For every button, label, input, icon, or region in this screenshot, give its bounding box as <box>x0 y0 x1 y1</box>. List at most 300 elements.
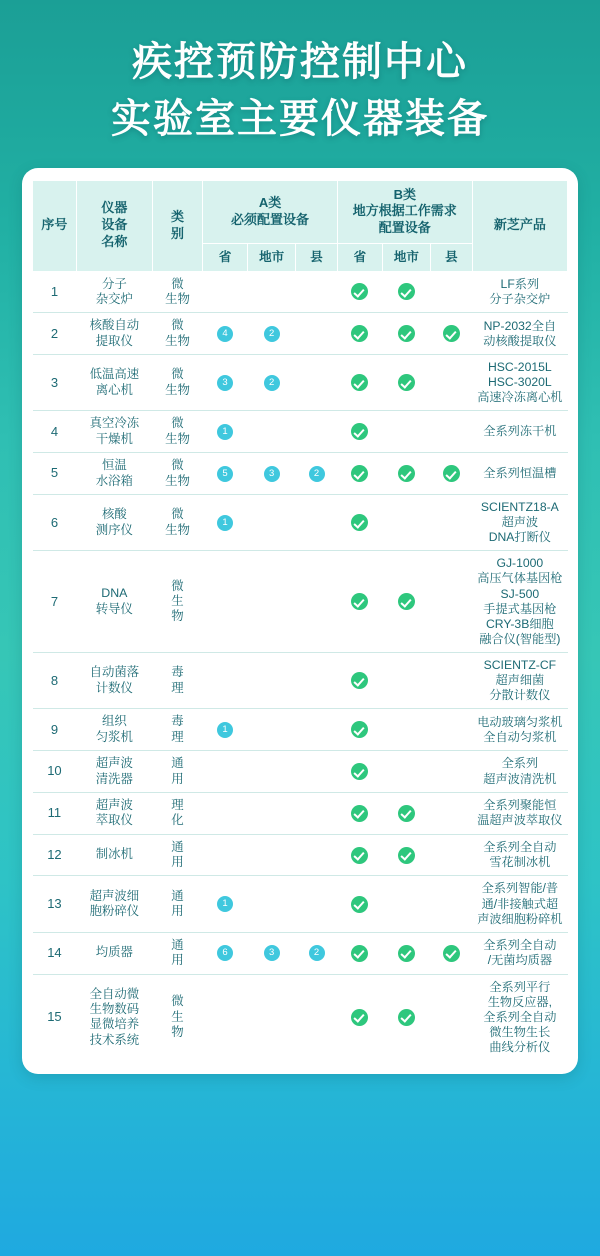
row-index: 7 <box>33 551 77 653</box>
table-row <box>33 653 568 709</box>
category-line: 用 <box>171 904 184 919</box>
category-line: 理 <box>171 797 184 812</box>
cell-b-city <box>382 453 430 495</box>
cell-b-county <box>430 876 472 932</box>
row-equipment-name <box>76 313 152 355</box>
check-icon <box>351 593 368 610</box>
row-category <box>152 876 202 932</box>
category-line: 生物 <box>165 522 190 537</box>
table-row <box>33 355 568 411</box>
row-category <box>152 453 202 495</box>
equipment-name-line: 显微培养 <box>89 1017 140 1032</box>
count-badge: 1 <box>217 424 233 440</box>
equipment-name-line: 提取仪 <box>95 333 133 348</box>
product-line: HSC-3020L <box>488 375 552 390</box>
check-icon <box>398 283 415 300</box>
row-equipment-name <box>76 792 152 834</box>
category-line: 微 <box>171 458 184 473</box>
header-group-b <box>337 180 472 244</box>
table-row <box>33 974 568 1060</box>
cell-a-city <box>248 876 296 932</box>
header-group-b-line-3: 配置设备 <box>378 220 431 236</box>
equipment-name-line: DNA <box>101 586 128 601</box>
row-product <box>472 709 567 751</box>
cell-a-province <box>203 411 248 453</box>
header-product: 新芝产品 <box>472 180 567 271</box>
table-row <box>33 709 568 751</box>
table-row <box>33 453 568 495</box>
count-badge: 2 <box>264 326 280 342</box>
row-index: 15 <box>47 1009 62 1025</box>
category-line: 用 <box>171 771 184 786</box>
check-icon <box>398 465 415 482</box>
cell-b-province <box>337 932 382 974</box>
row-category <box>152 792 202 834</box>
product-line: HSC-2015L <box>488 360 552 375</box>
check-icon <box>351 847 368 864</box>
equipment-name-line: 干燥机 <box>95 431 133 446</box>
equipment-name-line: 技术系统 <box>89 1032 140 1047</box>
cell-a-city <box>248 792 296 834</box>
product-line: 雪花制冰机 <box>489 855 551 870</box>
cell-a-county <box>296 932 338 974</box>
product-line: 全系列智能/普 <box>481 881 559 896</box>
equipment-name-line: 低温高速 <box>89 367 140 382</box>
product-line: SCIENTZ-CF <box>483 658 557 673</box>
row-product <box>472 792 567 834</box>
row-category <box>152 653 202 709</box>
product-line: 融合仪(智能型) <box>479 631 561 646</box>
cell-a-city <box>248 974 296 1060</box>
row-product <box>472 834 567 876</box>
equipment-table-card <box>22 168 578 1075</box>
row-equipment-name <box>76 494 152 550</box>
header-index: 序号 <box>33 180 77 271</box>
equipment-name-line: 计数仪 <box>95 680 133 695</box>
product-line: 超声波 <box>501 515 539 530</box>
cell-a-county <box>296 876 338 932</box>
category-line: 毒 <box>171 714 184 729</box>
count-badge: 1 <box>217 722 233 738</box>
category-line: 物 <box>171 609 184 624</box>
product-line: 高速冷冻离心机 <box>477 390 563 405</box>
category-line: 通 <box>171 888 184 903</box>
equipment-name-line: 离心机 <box>95 382 133 397</box>
count-badge: 4 <box>217 326 233 342</box>
row-equipment-name <box>76 411 152 453</box>
check-icon <box>351 896 368 913</box>
cell-a-city <box>248 751 296 793</box>
row-index: 11 <box>33 792 77 834</box>
product-line: 生物反应器, <box>487 994 553 1009</box>
category-line: 微 <box>171 367 184 382</box>
equipment-name-line: 制冰机 <box>95 847 133 862</box>
equipment-name-line: 核酸自动 <box>89 318 140 333</box>
cell-b-city <box>382 313 430 355</box>
equipment-name-line: 全自动微 <box>89 986 140 1001</box>
cell-a-county <box>296 653 338 709</box>
header-name-line-1: 仪器 <box>101 200 128 216</box>
header-name-line-2: 设备 <box>101 217 128 233</box>
category-line: 微 <box>171 994 184 1009</box>
cell-a-province <box>203 751 248 793</box>
check-icon <box>351 945 368 962</box>
cell-a-county <box>296 551 338 653</box>
cell-b-province <box>337 271 382 313</box>
equipment-name-line: 超声波细 <box>89 888 140 903</box>
count-badge: 2 <box>309 945 325 961</box>
check-icon <box>351 763 368 780</box>
cell-b-city <box>382 792 430 834</box>
cell-b-city <box>382 355 430 411</box>
check-icon <box>351 805 368 822</box>
equipment-name-line: 恒温 <box>101 458 127 473</box>
product-line: DNA打断仪 <box>488 530 551 545</box>
row-category <box>152 313 202 355</box>
category-line: 微 <box>171 318 184 333</box>
product-line: 全自动匀浆机 <box>483 729 557 744</box>
cell-b-county <box>430 313 472 355</box>
product-line: 全系列 <box>501 756 539 771</box>
title-line-1: 疾控预防控制中心 <box>132 40 468 84</box>
header-a-province: 省 <box>203 244 248 271</box>
category-line: 理 <box>171 680 184 695</box>
cell-b-county <box>430 355 472 411</box>
cell-b-county <box>430 792 472 834</box>
row-product <box>472 551 567 653</box>
table-header <box>33 180 568 271</box>
cell-b-city <box>382 271 430 313</box>
product-line: 全系列全自动 <box>483 938 557 953</box>
cell-a-city <box>248 709 296 751</box>
product-line: /无菌均质器 <box>487 953 553 968</box>
category-line: 用 <box>171 953 184 968</box>
row-index: 2 <box>33 313 77 355</box>
category-line: 生物 <box>165 333 190 348</box>
cell-b-province <box>337 313 382 355</box>
cell-b-city <box>382 751 430 793</box>
product-line: LF系列 <box>500 276 540 291</box>
header-a-city: 地市 <box>248 244 296 271</box>
table-row <box>33 792 568 834</box>
product-line: 全系列冻干机 <box>483 424 557 439</box>
count-badge: 1 <box>217 896 233 912</box>
cell-a-city <box>248 271 296 313</box>
equipment-name-line: 清洗器 <box>95 771 133 786</box>
row-equipment-name <box>76 653 152 709</box>
row-equipment-name <box>76 932 152 974</box>
equipment-table <box>32 180 568 1061</box>
cell-b-city <box>382 876 430 932</box>
cell-a-city <box>248 313 296 355</box>
equipment-name-line: 自动菌落 <box>89 665 140 680</box>
row-equipment-name <box>76 974 152 1060</box>
row-index: 8 <box>33 653 77 709</box>
row-category <box>152 932 202 974</box>
cell-a-province <box>203 834 248 876</box>
table-row <box>33 271 568 313</box>
cell-b-county <box>430 653 472 709</box>
cell-a-province <box>203 709 248 751</box>
cell-a-province <box>203 355 248 411</box>
row-product <box>472 751 567 793</box>
check-icon <box>443 465 460 482</box>
check-icon <box>351 721 368 738</box>
header-group-a-line-1: A类 <box>258 195 282 211</box>
row-equipment-name <box>76 876 152 932</box>
category-line: 生物 <box>165 291 190 306</box>
row-product <box>472 453 567 495</box>
cell-b-county <box>430 834 472 876</box>
cell-b-city <box>382 709 430 751</box>
table-body <box>33 271 568 1060</box>
row-product <box>472 355 567 411</box>
category-line: 生物 <box>165 382 190 397</box>
check-icon <box>351 423 368 440</box>
equipment-name-line: 均质器 <box>95 945 133 960</box>
cell-b-county <box>430 751 472 793</box>
row-index: 6 <box>33 494 77 550</box>
cell-b-city <box>382 551 430 653</box>
category-line: 化 <box>171 813 184 828</box>
cell-b-province <box>337 751 382 793</box>
cell-b-province <box>337 834 382 876</box>
check-icon <box>398 805 415 822</box>
product-line: SCIENTZ18-A <box>480 499 559 514</box>
header-name <box>76 180 152 271</box>
table-row <box>33 834 568 876</box>
row-equipment-name <box>76 355 152 411</box>
product-line: 全系列恒温槽 <box>483 465 557 480</box>
table-row <box>33 313 568 355</box>
count-badge: 3 <box>217 375 233 391</box>
cell-a-province <box>203 271 248 313</box>
row-product <box>472 932 567 974</box>
header-group-b-line-1: B类 <box>393 186 416 202</box>
equipment-name-line: 组织 <box>101 714 127 729</box>
cell-a-city <box>248 653 296 709</box>
product-line: 曲线分析仪 <box>489 1040 551 1055</box>
check-icon <box>398 847 415 864</box>
product-line: 分子杂交炉 <box>489 291 551 306</box>
check-icon <box>398 325 415 342</box>
equipment-name-line: 超声波 <box>95 797 133 812</box>
cell-a-city <box>248 411 296 453</box>
row-category <box>152 355 202 411</box>
equipment-name-line: 匀浆机 <box>95 729 133 744</box>
row-index: 1 <box>33 271 77 313</box>
product-line: SJ-500 <box>500 586 540 601</box>
cell-a-city <box>248 494 296 550</box>
row-equipment-name <box>76 751 152 793</box>
cell-b-province <box>337 792 382 834</box>
table-row <box>33 932 568 974</box>
cell-a-province <box>203 876 248 932</box>
cell-a-county <box>296 453 338 495</box>
count-badge: 3 <box>264 945 280 961</box>
row-product <box>472 271 567 313</box>
product-line: GJ-1000 <box>496 556 544 571</box>
category-line: 生物 <box>165 431 190 446</box>
check-icon <box>351 514 368 531</box>
cell-b-city <box>382 834 430 876</box>
page-title <box>22 0 578 148</box>
row-index: 5 <box>33 453 77 495</box>
category-line: 通 <box>171 839 184 854</box>
cell-b-county <box>430 709 472 751</box>
product-line: 全系列平行 <box>489 979 551 994</box>
header-group-a <box>203 180 338 244</box>
equipment-name-line: 核酸 <box>101 507 127 522</box>
check-icon <box>398 374 415 391</box>
cell-a-county <box>296 709 338 751</box>
equipment-name-line: 萃取仪 <box>95 813 133 828</box>
count-badge: 5 <box>217 466 233 482</box>
cell-a-city <box>248 355 296 411</box>
product-line: 高压气体基因枪 <box>477 571 563 586</box>
header-category <box>152 180 202 271</box>
cell-a-city <box>248 834 296 876</box>
row-category <box>152 834 202 876</box>
cell-a-province <box>203 974 248 1060</box>
check-icon <box>398 945 415 962</box>
row-equipment-name <box>76 834 152 876</box>
product-line: 微生物生长 <box>489 1024 551 1039</box>
equipment-name-line: 分子 <box>101 276 127 291</box>
cell-a-province <box>203 551 248 653</box>
equipment-name-line: 杂交炉 <box>95 291 133 306</box>
cell-b-province <box>337 453 382 495</box>
row-equipment-name <box>76 551 152 653</box>
cell-a-county <box>296 792 338 834</box>
count-badge: 1 <box>217 515 233 531</box>
cell-b-city <box>382 494 430 550</box>
cell-b-county <box>430 411 472 453</box>
cell-a-county <box>296 494 338 550</box>
product-line: 通/非接触式超 <box>481 896 559 911</box>
check-icon <box>351 465 368 482</box>
cell-b-province <box>337 411 382 453</box>
product-line: 超声波清洗机 <box>483 771 557 786</box>
cell-b-province <box>337 709 382 751</box>
table-row <box>33 494 568 550</box>
category-line: 生 <box>171 593 184 608</box>
row-product <box>472 653 567 709</box>
table-row <box>33 876 568 932</box>
row-product <box>472 494 567 550</box>
row-product <box>472 974 567 1060</box>
cell-a-county <box>296 834 338 876</box>
cell-b-county <box>430 974 472 1060</box>
check-icon <box>351 374 368 391</box>
row-index: 12 <box>33 834 77 876</box>
header-b-province: 省 <box>337 244 382 271</box>
cell-a-county <box>296 411 338 453</box>
equipment-name-line: 转导仪 <box>95 601 133 616</box>
product-line: 声波细胞粉碎机 <box>477 911 563 926</box>
cell-a-county <box>296 271 338 313</box>
cell-a-city <box>248 551 296 653</box>
product-line: 电动玻璃匀浆机 <box>477 714 563 729</box>
row-equipment-name <box>76 709 152 751</box>
header-a-county: 县 <box>296 244 338 271</box>
category-line: 微 <box>171 578 184 593</box>
row-equipment-name <box>76 453 152 495</box>
category-line: 生 <box>171 1009 184 1024</box>
cell-a-province <box>203 932 248 974</box>
category-line: 生物 <box>165 473 190 488</box>
header-category-line-1: 类 <box>170 208 184 224</box>
title-line-2: 实验室主要仪器装备 <box>111 96 489 141</box>
cell-b-county <box>430 271 472 313</box>
row-category <box>152 709 202 751</box>
check-icon <box>443 325 460 342</box>
equipment-name-line: 真空冷冻 <box>89 416 140 431</box>
cell-b-city <box>382 932 430 974</box>
header-group-b-line-2: 地方根据工作需求 <box>352 203 457 219</box>
category-line: 物 <box>171 1025 184 1040</box>
equipment-name-line: 水浴箱 <box>95 473 133 488</box>
cell-b-county <box>430 551 472 653</box>
table-row <box>33 551 568 653</box>
header-b-city: 地市 <box>382 244 430 271</box>
check-icon <box>351 1009 368 1026</box>
row-index: 10 <box>33 751 77 793</box>
cell-b-city <box>382 974 430 1060</box>
cell-a-province <box>203 494 248 550</box>
product-line: 手提式基因枪 <box>483 601 557 616</box>
cell-a-city <box>248 453 296 495</box>
row-index: 3 <box>33 355 77 411</box>
cell-b-province <box>337 551 382 653</box>
row-index: 9 <box>33 709 77 751</box>
check-icon <box>351 672 368 689</box>
product-line: 分散计数仪 <box>489 688 551 703</box>
product-line: CRY-3B细胞 <box>485 616 554 631</box>
row-category <box>152 411 202 453</box>
row-category <box>152 751 202 793</box>
category-line: 微 <box>171 416 184 431</box>
category-line: 微 <box>171 507 184 522</box>
cell-b-county <box>430 453 472 495</box>
cell-b-city <box>382 653 430 709</box>
equipment-name-line: 超声波 <box>95 756 133 771</box>
count-badge: 2 <box>264 375 280 391</box>
count-badge: 3 <box>264 466 280 482</box>
header-group-a-line-2: 必须配置设备 <box>231 211 310 227</box>
check-icon <box>398 1009 415 1026</box>
cell-b-county <box>430 494 472 550</box>
table-row <box>33 751 568 793</box>
count-badge: 6 <box>217 945 233 961</box>
cell-a-county <box>296 313 338 355</box>
header-b-county: 县 <box>430 244 472 271</box>
check-icon <box>443 945 460 962</box>
cell-a-province <box>203 453 248 495</box>
check-icon <box>351 325 368 342</box>
header-name-line-3: 名称 <box>101 234 128 249</box>
cell-a-county <box>296 974 338 1060</box>
cell-b-city <box>382 411 430 453</box>
product-line: 全系列全自动 <box>483 839 557 854</box>
cell-b-province <box>337 494 382 550</box>
cell-b-county <box>430 932 472 974</box>
row-index: 13 <box>33 876 77 932</box>
product-line: 温超声波萃取仪 <box>477 813 563 828</box>
row-product <box>472 411 567 453</box>
product-line: 全系列聚能恒 <box>483 798 557 813</box>
product-line: 超声细菌 <box>495 673 545 688</box>
